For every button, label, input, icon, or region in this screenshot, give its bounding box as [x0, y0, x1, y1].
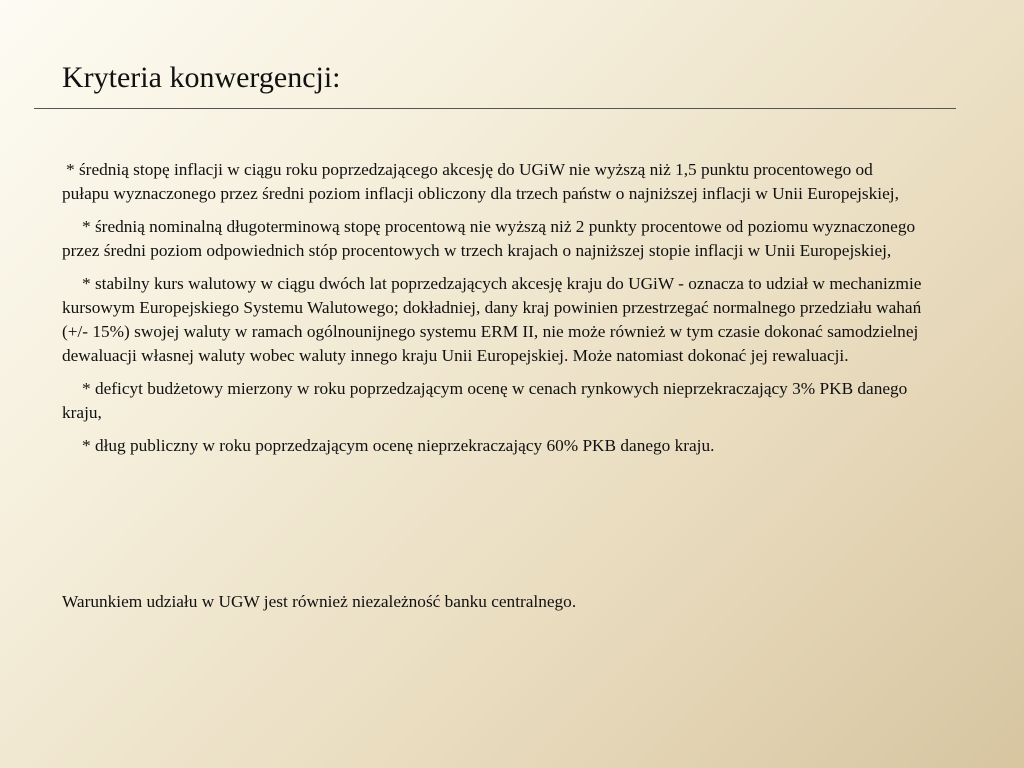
criterion-interest-rate: * średnią nominalną długoterminową stopę procentową nie wyższą niż 2 punkty procentowe od poziomu wyznaczonego przez średni poziom odpowiednich stóp procentowych w trzech krajach o najniższej stopie inflacji w Unii Europejskiej, — [62, 217, 916, 260]
criteria-list — [62, 158, 924, 467]
title-divider — [34, 108, 956, 109]
slide-title: Kryteria konwergencji: — [62, 61, 341, 94]
criterion-budget-deficit: * deficyt budżetowy mierzony w roku poprzedzającym ocenę w cenach rynkowych nieprzekraczający 3% PKB danego kraju, — [62, 379, 908, 422]
criterion-inflation: * średnią stopę inflacji w ciągu roku poprzedzającego akcesję do UGiW nie wyższą niż 1,5 punktu procentowego od pułapu wyznaczonego przez średni poziom inflacji obliczony dla trzech państw o najniższej inflacji w Unii Europejskiej, — [62, 160, 899, 203]
footer-note: Warunkiem udziału w UGW jest również niezależność banku centralnego. — [62, 592, 577, 611]
criterion-public-debt: * dług publiczny w roku poprzedzającym ocenę nieprzekraczający 60% PKB danego kraju. — [82, 436, 715, 455]
criterion-exchange-rate: * stabilny kurs walutowy w ciągu dwóch lat poprzedzających akcesję kraju do UGiW - oznacza to udział w mechanizmie kursowym Europejskiego Systemu Walutowego; dokładniej, dany kraj powinien przestrzegać normalnego przedziału wahań (+/- 15%) swojej waluty w ramach ogólnounijnego systemu ERM II, nie może również w tym czasie dokonać samodzielnej dewaluacji własnej waluty wobec waluty innego kraju Unii Europejskiej. Może natomiast dokonać jej rewaluacji. — [62, 274, 922, 365]
